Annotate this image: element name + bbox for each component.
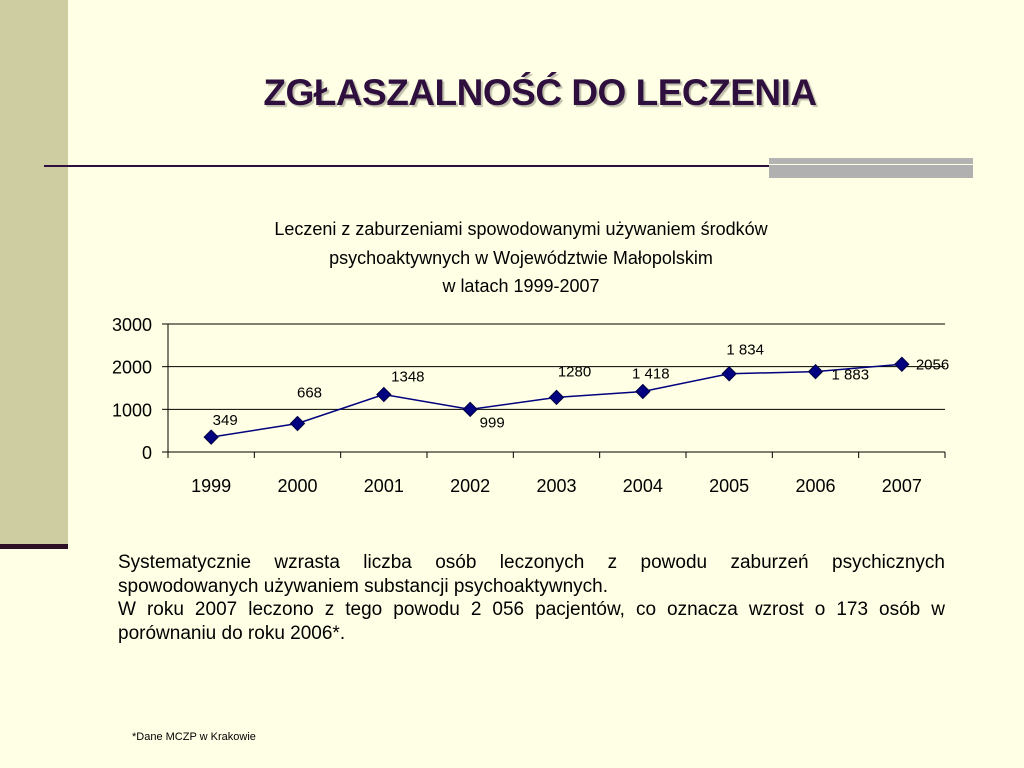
data-point-2002 [463, 402, 477, 416]
x-tick-label: 2006 [795, 476, 836, 496]
x-tick-label: 2002 [450, 476, 491, 496]
data-point-2001 [377, 387, 391, 401]
page-title: ZGŁASZALNOŚĆ DO LECZENIA [263, 72, 817, 113]
x-tick-labels [191, 476, 922, 496]
data-point-2005 [722, 367, 736, 381]
x-tick-label: 2005 [709, 476, 750, 496]
data-point-1999 [204, 430, 218, 444]
data-label-2005: 1 834 [726, 341, 764, 359]
data-point-2000 [291, 416, 305, 430]
x-tick-label: 2004 [622, 476, 663, 496]
data-point-2004 [636, 384, 650, 398]
summary-paragraph-1: Systematycznie wzrasta liczba osób leczonych z powodu zaburzeń psychicznych spowodowanych używaniem substancji psychoaktywnych. [118, 552, 945, 597]
data-label-2006: 1 883 [831, 366, 870, 384]
y-tick-label: 3000 [111, 315, 152, 335]
grid-lines [162, 324, 945, 458]
data-label-1999: 349 [212, 412, 238, 430]
data-point-2003 [550, 390, 564, 404]
data-label-2000: 668 [296, 384, 323, 402]
y-tick-label: 1000 [111, 400, 152, 421]
data-label-2002: 999 [479, 414, 505, 432]
data-label-2007: 2056 [915, 356, 950, 374]
data-point-2007 [895, 357, 909, 371]
x-tick-label: 2000 [277, 476, 318, 496]
x-tick-label: 2001 [363, 476, 404, 496]
side-decor-accent [0, 544, 68, 549]
data-label-2004: 1 418 [632, 365, 670, 383]
chart-title-line-1: Leczeni z zaburzeniami spowodowanymi używaniem środków [274, 219, 768, 239]
axes [168, 324, 945, 452]
data-label-2003: 1280 [557, 363, 592, 381]
y-tick-label: 0 [141, 443, 152, 463]
y-tick-label: 2000 [111, 357, 152, 378]
footnote: *Dane MCZP w Krakowie [132, 731, 256, 743]
y-tick-labels [112, 315, 152, 463]
data-labels [213, 342, 950, 432]
data-label-2001: 1348 [391, 368, 425, 386]
x-tick-label: 2003 [536, 476, 577, 496]
chart-title-line-2: psychoaktywnych w Województwie Małopolskim [329, 248, 713, 268]
chart-title-line-3: w latach 1999-2007 [442, 276, 600, 296]
x-tick-label: 1999 [191, 476, 232, 496]
summary-paragraph-2: W roku 2007 leczono z tego powodu 2 056 pacjentów, co oznacza wzrost o 173 osób w porównaniu do roku 2006*. [118, 599, 945, 644]
x-tick-label: 2007 [881, 476, 922, 496]
summary-text [118, 551, 945, 645]
